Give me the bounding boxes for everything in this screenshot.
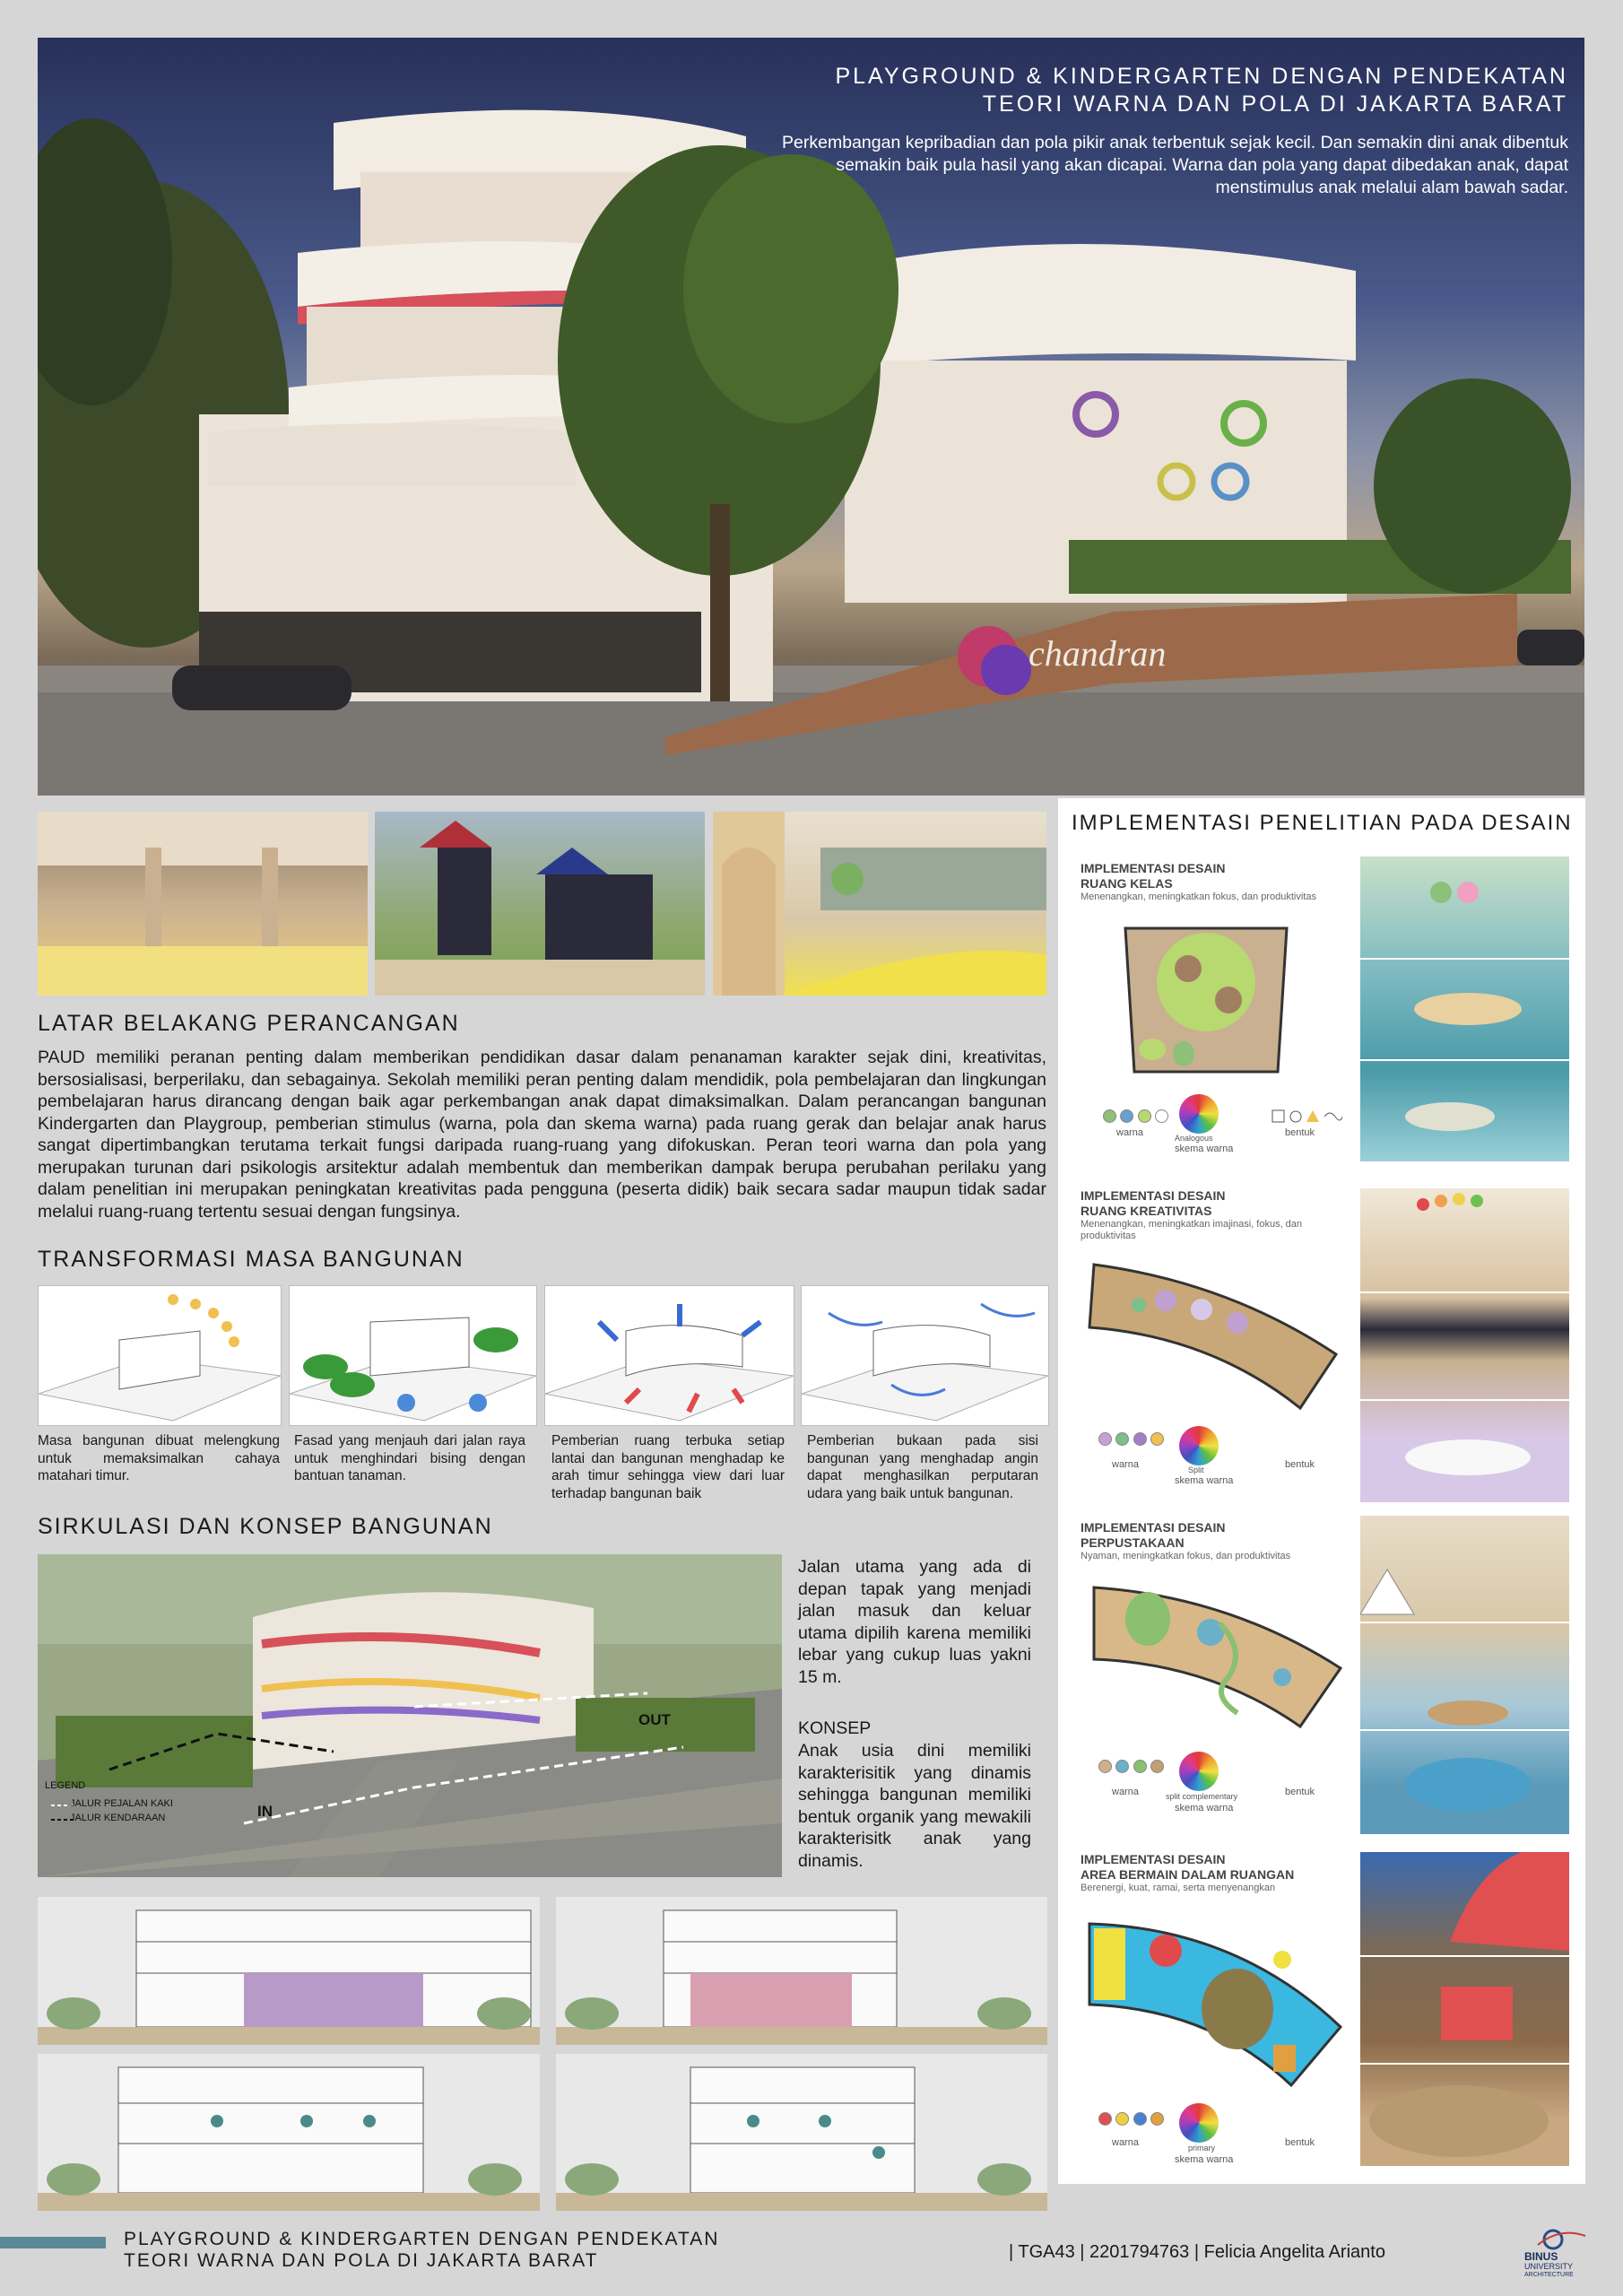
impl-1-swatches [1103,1109,1168,1127]
hero-description: Perkembangan kepribadian dan pola pikir anak terbentuk sejak kecil. Dan semakin dini anak dibentuk semakin baik pula hasil yang akan dicapai. Warna dan pola yang dapat dibedakan anak, dapat menstimulus anak melalui alam bawah sadar. [782,133,1568,197]
impl-3-swatches [1098,1760,1164,1778]
hero-render [38,38,1584,796]
impl-4-scheme-type: primary [1188,2144,1216,2152]
shape-icons [1271,1108,1342,1126]
impl-3-label-warna: warna [1112,1787,1139,1797]
perpustakaan-plan [1085,1578,1345,1735]
legend-title: LEGEND [45,1780,86,1791]
creativity-room-renders [1360,1188,1569,1502]
transformasi-heading: TRANSFORMASI MASA BANGUNAN [38,1247,464,1272]
hero-title-line2: TEORI WARNA DAN POLA DI JAKARTA BARAT [982,91,1568,117]
impl-3-title1: IMPLEMENTASI DESAIN [1081,1520,1226,1535]
impl-4-label-warna: warna [1112,2137,1139,2148]
footer-title-line1: PLAYGROUND & KINDERGARTEN DENGAN PENDEKATAN [124,2229,720,2249]
elevation-other-side [556,2054,1047,2211]
binus-logo-line1: BINUS [1524,2250,1558,2263]
impl-2-title2: RUANG KREATIVITAS [1081,1204,1212,1218]
impl-3-scheme-type: split complementary [1166,1792,1238,1801]
impl-1-color-wheel [1179,1094,1219,1134]
sirkulasi-heading: SIRKULASI DAN KONSEP BANGUNAN [38,1514,493,1539]
label-out: OUT [638,1711,671,1728]
impl-4-swatches [1098,2112,1164,2130]
corridor-illustration [713,812,1046,996]
impl-2-scheme-type: Split [1188,1465,1204,1474]
elevation-4 [556,2054,1047,2211]
impl-3-title2: PERPUSTAKAAN [1081,1535,1185,1550]
hero-title-line1: PLAYGROUND & KINDERGARTEN DENGAN PENDEKATAN [835,64,1568,89]
label-in: IN [257,1803,273,1820]
photo-playground [375,812,705,996]
facade-trees-diagram [290,1286,536,1425]
legend-walk: JALUR PEJALAN KAKI [70,1798,173,1809]
impl-4-title2: AREA BERMAIN DALAM RUANGAN [1081,1867,1295,1882]
classroom-renders [1360,857,1569,1161]
lobby-illustration [38,812,368,996]
legend-vehicle: JALUR KENDARAAN [70,1813,166,1823]
hero-title [835,63,1568,118]
photo-corridor [713,812,1046,996]
impl-1-label-warna: warna [1116,1127,1143,1138]
photo-interior-lobby [38,812,368,996]
impl-3-renders [1360,1516,1569,1834]
impl-2-swatches [1098,1432,1164,1450]
elevation-front [38,1897,540,2045]
impl-4-title1: IMPLEMENTASI DESAIN [1081,1852,1226,1866]
impl-3-label-bentuk: bentuk [1285,1787,1315,1797]
wind-openings-diagram [802,1286,1048,1425]
footer-accent-bar [0,2237,106,2248]
footer [0,2224,1623,2296]
impl-1-title2: RUANG KELAS [1081,876,1173,891]
konsep-label: KONSEP [798,1718,872,1738]
implementasi-heading: IMPLEMENTASI PENELITIAN PADA DESAIN [1072,811,1573,835]
latar-body: PAUD memiliki peranan penting dalam memberikan pendidikan dasar dalam penanaman karakter sejak dini, kreativitas, bersosialisasi, berperilaku, dan sebagainya. Sekolah memiliki peran penting dalam mendidik, pola pembelajaran dan lingkungan pembelajaran harus dirancang dengan baik agar perkembangan anak dapat dimaksimalkan. Dalam perancangan bangunan Kindergarten dan Playgroup, pemberian stimulus (warna, pola dan skema warna) pada ruang gerak dan belajar anak harus sangat dipertimbangkan terutama terkait fungsi daripada ruang-ruang yang difokuskan. Peran teori warna dan pola yang merupakan turunan dari psikologis arsitektur adalah membentuk dan memberikan dampak berupa perubahan perilaku yang dalam penelitian ini merupakan peningkatan kreativitas pada pengguna (peserta didik) baik secara sadar maupun tidak sadar melalui ruang-ruang tertentu sesuai dengan fungsinya. [38,1048,1046,1222]
impl-ruang-kelas [1081,861,1350,1166]
impl-4-label-bentuk: bentuk [1285,2137,1315,2148]
library-renders [1360,1516,1569,1834]
impl-3-subtitle: Nyaman, meningkatkan fokus, dan produktivitas [1081,1551,1291,1561]
impl-2-color-wheel [1179,1426,1219,1465]
elevation-1 [38,1897,540,2045]
impl-1-label-skema: skema warna [1175,1144,1234,1154]
play-area-renders [1360,1852,1569,2166]
footer-info: | TGA43 | 2201794763 | Felicia Angelita Arianto [1009,2242,1385,2262]
elevation-3 [38,2054,540,2211]
impl-2-subtitle: Menenangkan, meningkatkan imajinasi, fokus, dan produktivitas [1081,1219,1303,1241]
transform-caption-2: Fasad yang menjauh dari jalan raya untuk menghindari bising dengan bantuan tanaman. [294,1433,525,1483]
impl-3-color-wheel [1179,1752,1219,1791]
svg-text:chandran: chandran [1028,633,1167,674]
transform-caption-3: Pemberian ruang terbuka setiap lantai dan bangunan menghadap ke arah timur sehingga view dari luar terhadap bangunan baik [551,1433,785,1501]
konsep-text: Anak usia dini memiliki karakterisitik yang dinamis sehingga bangunan memiliki bentuk organik yang mewakili karakterisitk anak yang dinamis. [798,1741,1031,1871]
impl-1-renders [1360,857,1569,1161]
binus-logo-line2: UNIVERSITY [1524,2262,1574,2271]
transform-caption-4: Pemberian bukaan pada sisi bangunan yang menghadap angin dapat menghasilkan perputaran udara yang baik untuk bangunan. [807,1433,1038,1501]
area-bermain-plan [1085,1910,1345,2090]
impl-2-label-skema: skema warna [1175,1475,1234,1486]
sirkulasi-text: Jalan utama yang ada di depan tapak yang menjadi jalan masuk dan keluar utama dipilih karena memiliki lebar yang cukup luas yakni 15 m. [798,1557,1031,1687]
transform-caption-1: Masa bangunan dibuat melengkung untuk memaksimalkan cahaya matahari timur. [38,1433,280,1483]
impl-ruang-kreativitas [1081,1188,1350,1502]
impl-1-title1: IMPLEMENTASI DESAIN [1081,861,1226,875]
impl-4-renders [1360,1852,1569,2166]
open-space-diagram [545,1286,794,1425]
impl-2-title1: IMPLEMENTASI DESAIN [1081,1188,1226,1203]
transform-diagram-4 [801,1285,1049,1426]
impl-1-label-bentuk: bentuk [1285,1127,1315,1138]
impl-4-color-wheel [1179,2103,1219,2143]
impl-perpustakaan [1081,1520,1350,1834]
impl-2-label-warna: warna [1112,1459,1139,1470]
implementasi-panel [1058,798,1585,2184]
impl-2-renders [1360,1188,1569,1502]
binus-logo-line3: ARCHITECTURE [1524,2272,1574,2278]
transform-diagram-1 [38,1285,282,1426]
ruang-kelas-plan [1116,919,1296,1081]
binus-logo [1515,2227,1605,2290]
elevation-2 [556,1897,1047,2045]
impl-1-scheme-type: Analogous [1175,1134,1213,1143]
binus-logo-icon [1533,2227,1587,2252]
ruang-kreativitas-plan [1085,1256,1345,1417]
latar-heading: LATAR BELAKANG PERANCANGAN [38,1011,460,1036]
footer-title [124,2229,719,2272]
impl-3-label-skema: skema warna [1175,1803,1234,1813]
elevation-rear [38,2054,540,2211]
transform-diagram-3 [544,1285,794,1426]
site-circulation-render [38,1554,782,1877]
playground-illustration [375,812,705,996]
impl-2-label-bentuk: bentuk [1285,1459,1315,1470]
impl-1-subtitle: Menenangkan, meningkatkan fokus, dan produktivitas [1081,891,1316,902]
footer-title-line2: TEORI WARNA DAN POLA DI JAKARTA BARAT [124,2250,599,2271]
transform-diagram-2 [289,1285,537,1426]
impl-4-subtitle: Berenergi, kuat, ramai, serta menyenangkan [1081,1883,1276,1893]
impl-area-bermain [1081,1852,1350,2184]
elevation-side [556,1897,1047,2045]
impl-4-label-skema: skema warna [1175,2154,1234,2165]
curved-mass-diagram [39,1286,281,1425]
